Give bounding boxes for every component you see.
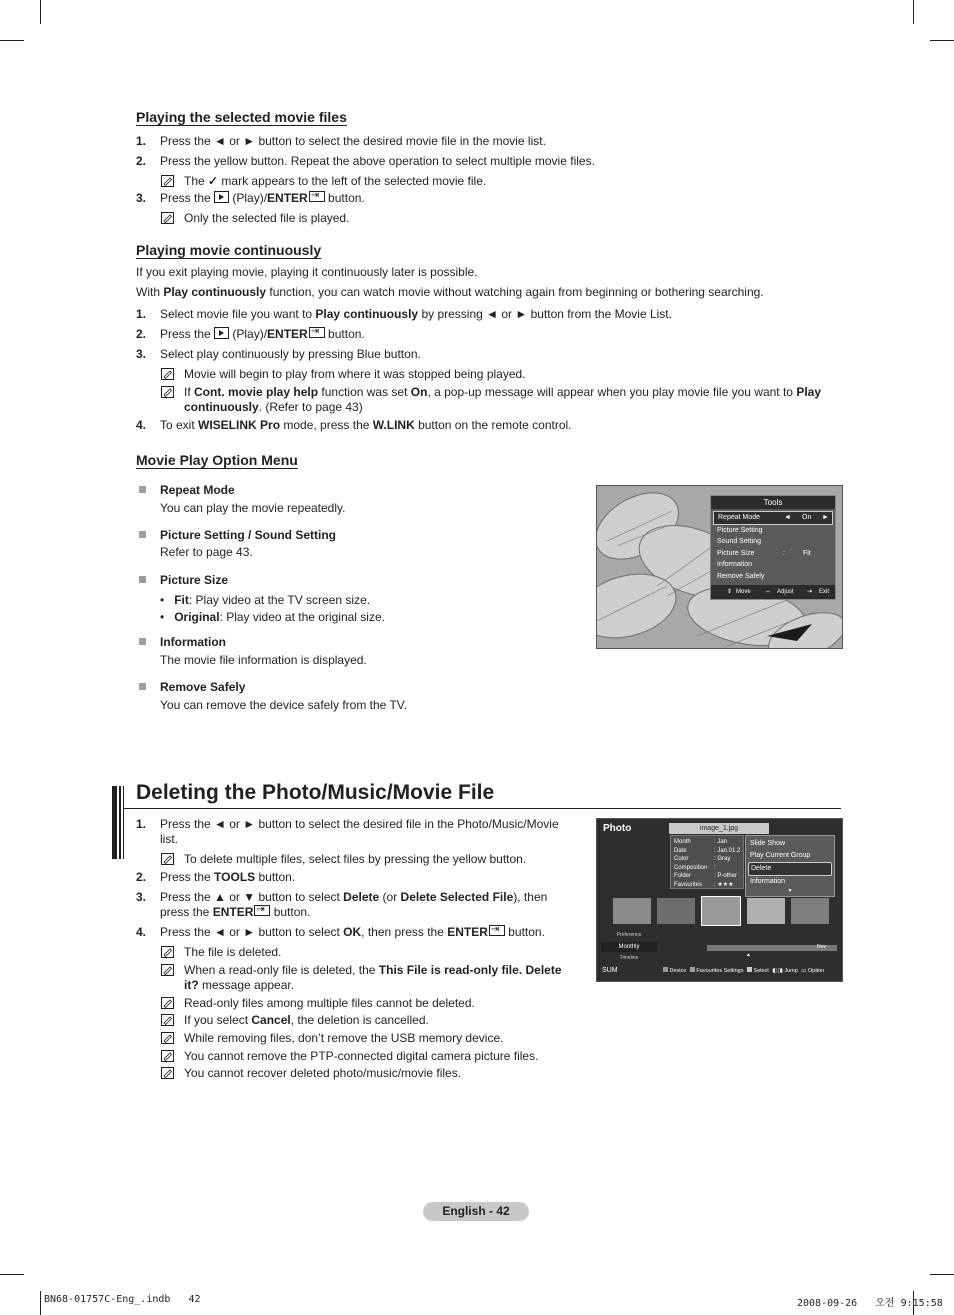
info-row [674, 864, 743, 873]
options-menu [745, 835, 835, 897]
note-text: The file is deleted. [184, 945, 282, 959]
print-date: 2008-09-26 오전 9:15:58 [797, 1298, 943, 1309]
note-icon [161, 1050, 174, 1062]
exit-icon: ⇥ [807, 589, 813, 595]
info-key: Favourites [674, 881, 703, 888]
move-icon: ⇕ [727, 589, 733, 595]
menu-information[interactable]: Information [750, 878, 786, 885]
menu-delete[interactable]: Delete [748, 862, 832, 876]
menu-slide-show[interactable]: Slide Show [750, 840, 786, 847]
info-key: Date [674, 847, 687, 854]
option-bullet: • Fit: Play video at the TV screen size. [160, 593, 371, 607]
photo-thumbnail[interactable] [657, 898, 695, 924]
photo-footer [663, 967, 824, 974]
up-arrow-icon: ▲ [746, 952, 751, 958]
device-icon [663, 967, 668, 972]
heading-bar [112, 786, 117, 859]
tools-item-picture-size[interactable] [713, 548, 833, 560]
bullet-square [139, 576, 146, 583]
tools-item-picture-setting[interactable]: Picture Setting [717, 526, 763, 534]
view-tab[interactable]: Timeline [619, 955, 639, 961]
enter-icon [309, 327, 325, 338]
right-arrow-icon: ► [822, 514, 829, 521]
note-text: If Cont. movie play help function was set On, a pop-up message will appear when you play movie file you want to Play [184, 385, 821, 399]
paragraph: With Play continuously function, you can watch movie without watching again from beginning or bothering searching. [136, 285, 764, 299]
option-heading: Picture Size [160, 573, 229, 587]
jump-icon: ◧◨ [772, 968, 783, 974]
note-text: it? message appear. [184, 978, 295, 992]
play-icon [214, 191, 229, 203]
heading-bar [119, 786, 121, 859]
info-val: : Gray [714, 856, 731, 862]
info-val: : Jan.01.2 [714, 847, 741, 854]
tools-item-label: Picture Size [717, 549, 755, 557]
info-row [674, 872, 743, 881]
photo-thumbnail-selected[interactable] [701, 896, 741, 926]
step-number: 3. [136, 347, 147, 361]
enter-icon [309, 191, 325, 202]
photo-menu-screenshot [596, 818, 843, 982]
note-icon [161, 964, 174, 976]
option-desc: Refer to page 43. [160, 545, 253, 559]
info-row [674, 855, 743, 864]
step-text: list. [160, 832, 178, 846]
note-text: You cannot recover deleted photo/music/movie files. [184, 1066, 462, 1080]
adjust-icon: ⇔ [765, 589, 771, 595]
note-text: To delete multiple files, select files by pressing the yellow button. [184, 852, 527, 866]
option-desc: The movie file information is displayed. [160, 653, 367, 667]
page-number: English - 42 [423, 1202, 529, 1221]
crop-mark [0, 40, 24, 41]
bullet-square [139, 531, 146, 538]
step-text: Press the ◄ or ► button to select OK, then press the ENTER⇥ button. [160, 925, 545, 940]
step-number: 1. [136, 134, 147, 148]
select-icon [747, 967, 752, 972]
bullet-square [139, 486, 146, 493]
info-key: Color [674, 856, 689, 862]
section-title: Playing the selected movie files [136, 109, 347, 125]
photo-thumbnail[interactable] [613, 898, 651, 924]
option-heading: Picture Setting / Sound Setting [160, 528, 337, 542]
tools-menu [710, 495, 836, 600]
footer-move: Move [736, 589, 751, 595]
step-text: Press the ◄ or ► button to select the desired file in the Photo/Music/Movie [160, 817, 559, 831]
bullet-square [139, 683, 146, 690]
step-text: press the ENTER⇥ button. [160, 905, 310, 920]
footer-favourites: Favourites Settings [696, 968, 744, 974]
info-key: Folder [674, 873, 692, 879]
note-text: continuously. (Refer to page 43) [184, 400, 363, 414]
tools-menu-screenshot [596, 485, 843, 649]
enter-icon [489, 925, 505, 936]
note-text: Movie will begin to play from where it was stopped being played. [184, 367, 526, 381]
tools-item-label: Repeat Mode [718, 514, 761, 521]
size-value: Fit [803, 549, 811, 557]
option-bullet: • Original: Play video at the original size. [160, 610, 385, 624]
info-panel [670, 835, 744, 889]
filename-bar: image_1.jpg [669, 823, 769, 834]
repeat-value: On [802, 514, 812, 521]
note-icon [161, 946, 174, 958]
section-title: Playing movie continuously [136, 242, 322, 258]
note-text: Read-only files among multiple files cannot be deleted. [184, 996, 475, 1010]
note-icon [161, 368, 174, 380]
step-number: 1. [136, 307, 147, 321]
step-number: 2. [136, 870, 147, 884]
sum-label: SUM [602, 967, 618, 974]
photo-thumbnail[interactable] [791, 898, 829, 924]
file-info: BN68-01757C-Eng_.indb 42 [44, 1294, 201, 1305]
step-text: Press the (Play)/ENTER⇥ button. [160, 327, 365, 342]
down-arrow-icon: ▼ [787, 888, 793, 894]
step-text: Select movie file you want to Play continuously by pressing ◄ or ► button from the Movie List. [160, 307, 672, 321]
menu-play-current-group[interactable]: Play Current Group [750, 852, 811, 859]
tools-item-repeat-mode[interactable] [713, 511, 833, 525]
crop-mark [40, 1291, 41, 1315]
crop-mark [913, 0, 914, 24]
step-text: Press the (Play)/ENTER⇥ button. [160, 191, 365, 206]
option-heading: Repeat Mode [160, 483, 235, 497]
left-arrow-icon: ◄ [784, 514, 791, 521]
step-text: Select play continuously by pressing Blue button. [160, 347, 421, 361]
step-text: Press the ◄ or ► button to select the desired movie file in the movie list. [160, 134, 546, 148]
footer-device: Device [669, 968, 687, 974]
footer-select: Select [753, 968, 769, 974]
photo-thumbnail[interactable] [747, 898, 785, 924]
info-val: : Jan [714, 839, 728, 845]
step-text: Press the TOOLS button. [160, 870, 296, 884]
tools-menu-title: Tools [711, 496, 835, 509]
step-text: Press the yellow button. Repeat the above operation to select multiple movie files. [160, 154, 595, 168]
footer-adjust: Adjust [777, 589, 794, 595]
crop-mark [40, 0, 41, 24]
info-row [674, 838, 743, 847]
note-text: If you select Cancel, the deletion is cancelled. [184, 1013, 429, 1027]
option-heading: Information [160, 635, 226, 649]
option-desc: You can remove the device safely from the TV. [160, 698, 408, 712]
note-icon [161, 386, 174, 398]
note-icon [161, 175, 174, 187]
info-key: Month [674, 839, 691, 845]
crop-mark [930, 1274, 954, 1275]
note-icon [161, 1032, 174, 1044]
footer-option: Option [808, 968, 825, 974]
option-desc: You can play the movie repeatedly. [160, 501, 346, 515]
step-number: 4. [136, 418, 147, 432]
tools-item-sound-setting[interactable]: Sound Setting [717, 538, 761, 546]
photo-label: Photo [603, 823, 632, 834]
tools-item-information[interactable]: Information [717, 561, 753, 569]
info-val: : [714, 864, 716, 871]
note-icon [161, 997, 174, 1009]
note-icon [161, 1014, 174, 1026]
check-icon: ✓ [208, 174, 219, 188]
view-tab-selected[interactable]: Monthly [601, 942, 657, 952]
section-title: Movie Play Option Menu [136, 452, 298, 468]
note-text: The ✓ mark appears to the left of the selected movie file. [184, 174, 487, 188]
favourites-icon [690, 967, 695, 972]
note-icon [161, 1067, 174, 1079]
note-text: While removing files, don’t remove the USB memory device. [184, 1031, 504, 1045]
tools-menu-footer [711, 585, 835, 599]
enter-icon [254, 905, 270, 916]
info-val: : P-other [714, 873, 738, 879]
footer-jump: Jump [784, 968, 798, 974]
step-text: Press the ▲ or ▼ button to select Delete (or Delete Selected File), then [160, 890, 548, 904]
step-number: 2. [136, 154, 147, 168]
crop-mark [930, 40, 954, 41]
note-icon [161, 853, 174, 865]
note-text: Only the selected file is played. [184, 211, 350, 225]
step-number: 4. [136, 925, 147, 939]
step-text: To exit WISELINK Pro mode, press the W.LINK button on the remote control. [160, 418, 572, 432]
tools-item-remove-safely[interactable]: Remove Safely [717, 572, 765, 580]
info-row [674, 881, 743, 890]
view-tab[interactable]: Preference [616, 932, 642, 938]
note-icon [161, 212, 174, 224]
paragraph: If you exit playing movie, playing it continuously later is possible. [136, 265, 478, 279]
play-icon [214, 327, 229, 339]
size-colon: : [783, 549, 785, 557]
note-text: You cannot remove the PTP-connected digital camera picture files. [184, 1049, 539, 1063]
step-number: 3. [136, 890, 147, 904]
timeline-label: Nov [817, 944, 826, 950]
note-text: When a read-only file is deleted, the This File is read-only file. Delete [184, 963, 562, 977]
option-heading: Remove Safely [160, 680, 246, 694]
crop-mark [0, 1274, 24, 1275]
heading-rule [124, 808, 841, 809]
heading-bar [123, 786, 124, 859]
step-number: 3. [136, 191, 147, 205]
footer-exit: Exit [819, 589, 830, 595]
info-val: : ★★★ [714, 881, 734, 888]
step-number: 1. [136, 817, 147, 831]
info-key: Composition [674, 864, 708, 871]
info-row [674, 847, 743, 856]
page-title: Deleting the Photo/Music/Movie File [136, 781, 495, 804]
option-icon: ▭ [801, 968, 807, 974]
bullet-square [139, 638, 146, 645]
step-number: 2. [136, 327, 147, 341]
